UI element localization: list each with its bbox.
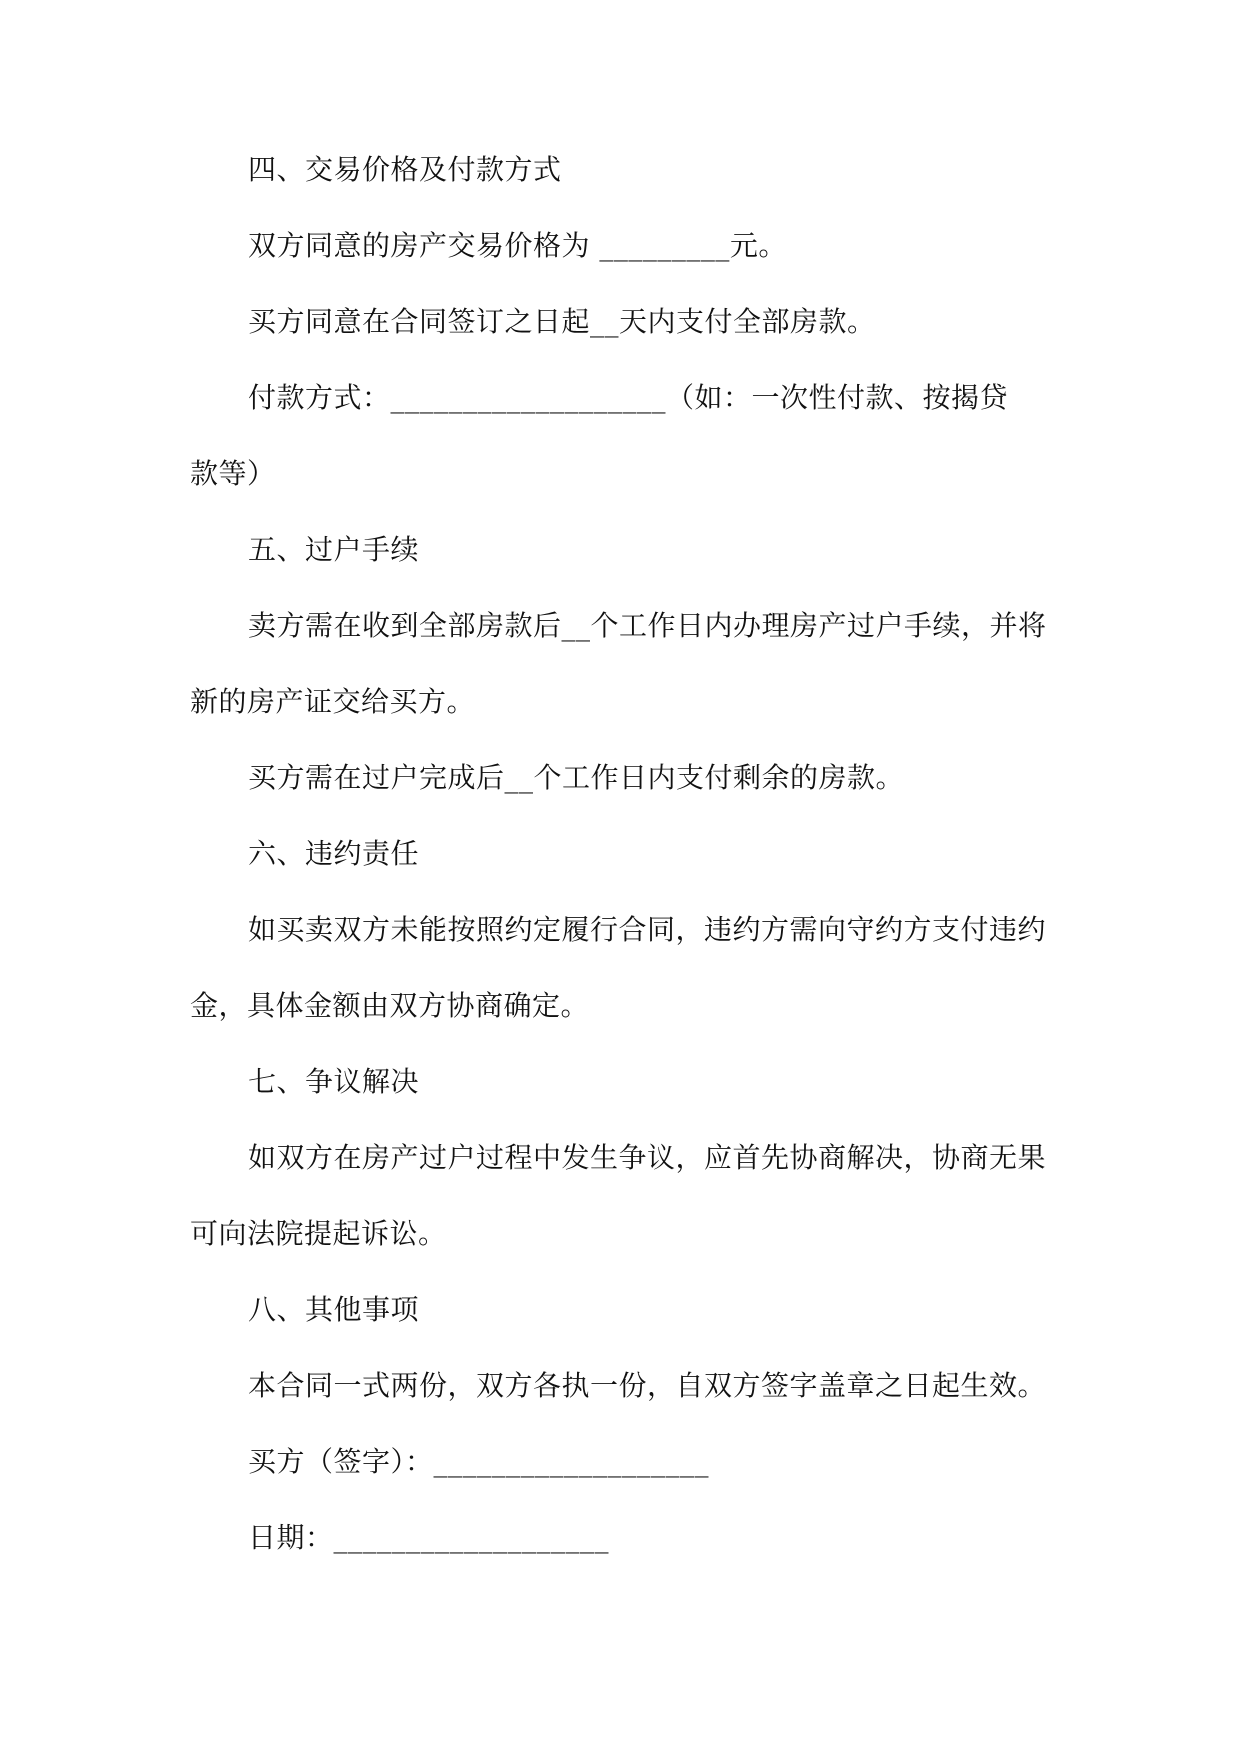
transfer-clause-continued: 新的房产证交给买方。 <box>190 685 476 718</box>
copies-clause: 本合同一式两份，双方各执一份，自双方签字盖章之日起生效。 <box>248 1369 1047 1402</box>
buyer-signature-line: 买方（签字）：___________________ <box>248 1445 710 1478</box>
price-clause: 双方同意的房产交易价格为 _________元。 <box>248 229 787 262</box>
payment-deadline-clause: 买方同意在合同签订之日起__天内支付全部房款。 <box>248 305 876 338</box>
section-8-heading: 八、其他事项 <box>248 1293 420 1326</box>
section-6-heading: 六、违约责任 <box>248 837 420 870</box>
remaining-payment-clause: 买方需在过户完成后__个工作日内支付剩余的房款。 <box>248 761 905 794</box>
section-4-heading: 四、交易价格及付款方式 <box>248 153 562 186</box>
liability-clause-continued: 金，具体金额由双方协商确定。 <box>190 989 590 1022</box>
dispute-clause: 如双方在房产过户过程中发生争议，应首先协商解决，协商无果 <box>248 1141 1047 1174</box>
date-line: 日期：___________________ <box>248 1521 610 1554</box>
section-5-heading: 五、过户手续 <box>248 533 420 566</box>
payment-method-clause-continued: 款等） <box>190 457 276 490</box>
dispute-clause-continued: 可向法院提起诉讼。 <box>190 1217 447 1250</box>
transfer-clause: 卖方需在收到全部房款后__个工作日内办理房产过户手续，并将 <box>248 609 1047 642</box>
payment-method-clause: 付款方式：___________________（如：一次性付款、按揭贷 <box>248 381 1009 414</box>
liability-clause: 如买卖双方未能按照约定履行合同，违约方需向守约方支付违约 <box>248 913 1047 946</box>
section-7-heading: 七、争议解决 <box>248 1065 420 1098</box>
